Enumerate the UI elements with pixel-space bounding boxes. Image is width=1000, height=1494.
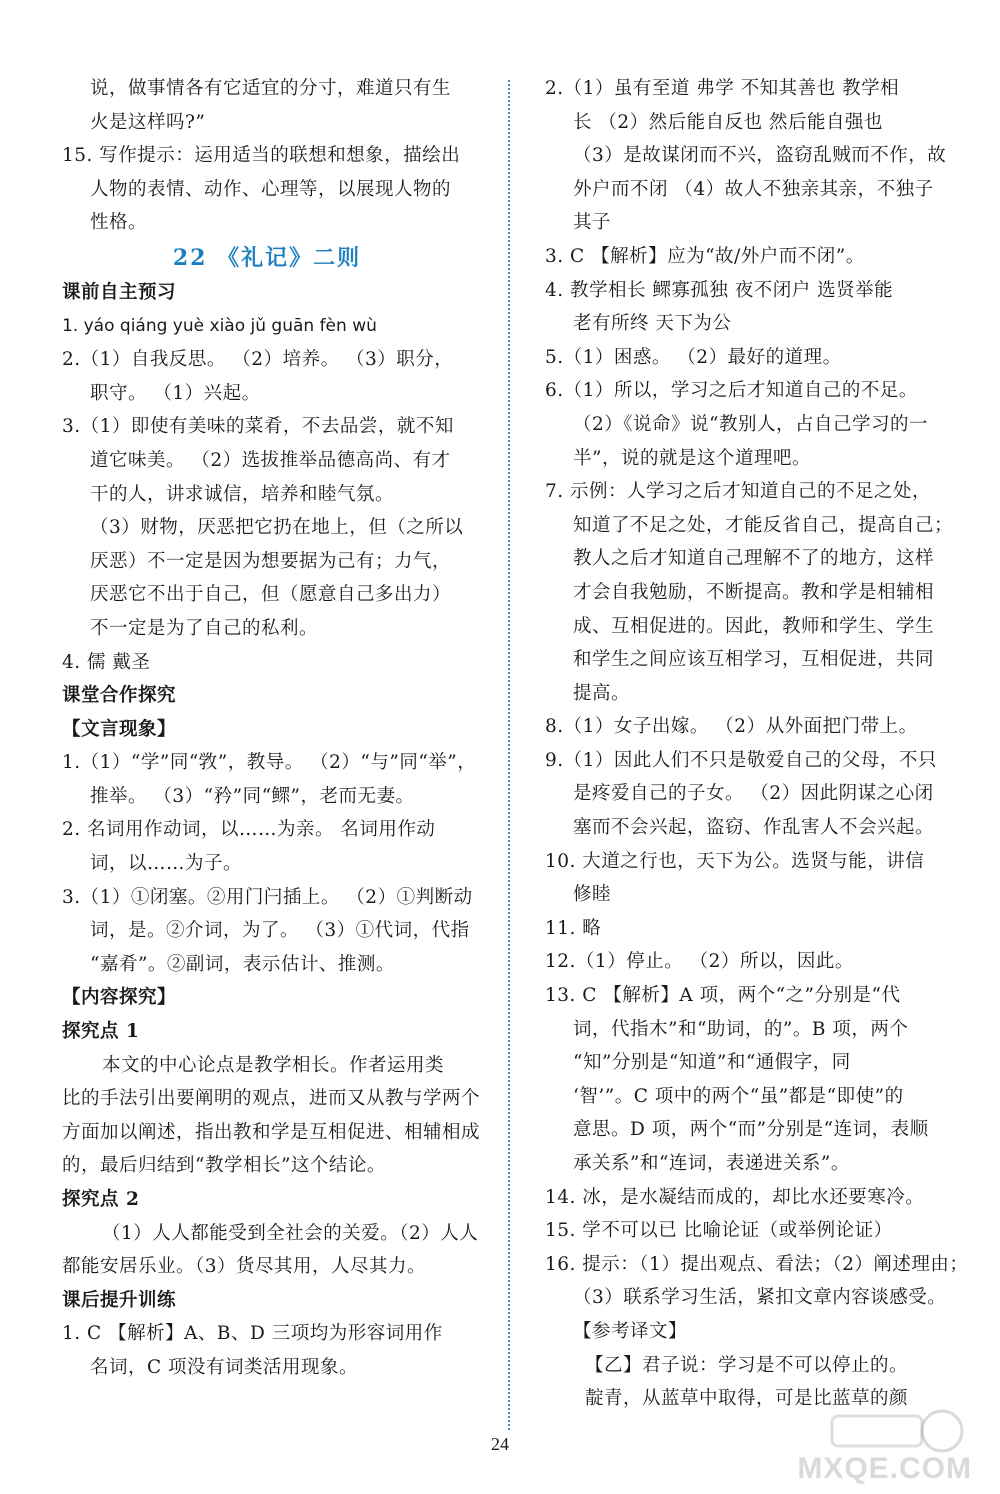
section-heading: 【内容探究】 xyxy=(62,987,177,1009)
right-column xyxy=(545,72,969,1416)
text-line: 其子 xyxy=(573,212,612,234)
text-line: 3.（1）即使有美味的菜肴，不去品尝，就不知 xyxy=(62,416,454,438)
text-line: （1）人人都能受到全社会的关爱。（2）人人 xyxy=(102,1222,479,1244)
column-divider xyxy=(508,80,510,1430)
text-line: 本文的中心论点是教学相长。作者运用类 xyxy=(102,1054,445,1076)
text-line: 2. 名词用作动词，以……为亲。 名词用作动 xyxy=(62,819,436,841)
section-heading: 【文言现象】 xyxy=(62,718,177,740)
text-line: 老有所终 天下为公 xyxy=(573,313,732,335)
text-line: ‘智’”。C 项中的两个“虽”都是“即使”的 xyxy=(573,1085,904,1107)
text-line: 名词，C 项没有词类活用现象。 xyxy=(90,1356,359,1378)
text-line: （3）财物，厌恶把它扔在地上，但（之所以 xyxy=(90,517,464,539)
text-line: 才会自我勉励，不断提高。教和学是相辅相 xyxy=(573,581,935,603)
text-line: 推举。 （3）“矜”同“鳏”，老而无妻。 xyxy=(90,785,415,807)
text-line: 外户而不闭 （4）故人不独亲其亲，不独子 xyxy=(573,178,934,200)
text-line: 提高。 xyxy=(573,682,631,704)
text-line: 干的人，讲求诚信，培养和睦气氛。 xyxy=(90,483,395,505)
text-line: 成、互相促进的。因此，教师和学生、学生 xyxy=(573,615,935,637)
text-line: （3）联系学习生活，紧扣文章内容谈感受。 xyxy=(573,1287,947,1309)
text-line: 16. 提示：（1）提出观点、看法；（2）阐述理由； xyxy=(545,1253,969,1275)
text-line: 意思。D 项，两个“而”分别是“连词，表顺 xyxy=(573,1119,929,1141)
text-line: 【乙】君子说：学习是不可以停止的。 xyxy=(585,1354,909,1376)
text-line: 词，是。②介词，为了。 （3）①代词，代指 xyxy=(90,920,470,942)
text-line: 道它味美。 （2）选拔推举品德高尚、有才 xyxy=(90,449,451,471)
text-line: 10. 大道之行也，天下为公。选贤与能，讲信 xyxy=(545,850,925,872)
text-line: 3.（1）①闭塞。②用门闩插上。 （2）①判断动 xyxy=(62,886,473,908)
text-line: 3. C 【解析】应为“故/外户而不闭”。 xyxy=(545,245,865,267)
section-title: 22 《礼记》二则 xyxy=(172,244,362,271)
text-line: 方面加以阐述，指出教和学是互相促进、相辅相成 xyxy=(62,1121,481,1143)
text-line: （3）是故谋闭而不兴，盗窃乱贼而不作，故 xyxy=(573,145,947,167)
text-line: 承关系”和“连词，表递进关系”。 xyxy=(573,1153,850,1174)
text-line: 塞而不会兴起，盗窃、作乱害人不会兴起。 xyxy=(573,817,935,839)
text-line: 厌恶它不出于自己，但（愿意自己多出力） xyxy=(90,584,452,606)
text-line: 的，最后归结到“教学相长”这个结论。 xyxy=(62,1155,386,1177)
text-line: 2.（1）虽有至道 弗学 不知其善也 教学相 xyxy=(545,78,900,99)
text-line: 职守。 （1）兴起。 xyxy=(90,382,261,404)
text-line: 7. 示例：人学习之后才知道自己的不足之处， xyxy=(545,481,932,503)
text-line: 不一定是为了自己的私利。 xyxy=(90,617,319,639)
text-line: “知”分别是“知道”和“通假字，同 xyxy=(573,1052,851,1074)
watermark-logo xyxy=(772,1406,972,1486)
text-line: 5.（1）困惑。 （2）最好的道理。 xyxy=(545,346,842,368)
text-line: 15. 写作提示：运用适当的联想和想象，描绘出 xyxy=(62,145,461,167)
text-line: 4. 教学相长 鳏寡孤独 夜不闭户 选贤举能 xyxy=(545,279,894,301)
left-column xyxy=(62,72,481,1385)
watermark-text: MXQE.COM xyxy=(797,1452,972,1485)
text-line: 12.（1）停止。 （2）所以，因此。 xyxy=(545,951,854,973)
text-line: 都能安居乐业。（3）货尽其用，人尽其力。 xyxy=(62,1256,427,1278)
watermark-emblem-icon xyxy=(772,1406,972,1456)
section-heading: 探究点 2 xyxy=(62,1189,140,1210)
text-line: 厌恶）不一定是因为想要据为己有；力气， xyxy=(90,550,452,572)
text-line: 8.（1）女子出嫁。 （2）从外面把门带上。 xyxy=(545,716,918,738)
text-line: 性格。 xyxy=(90,212,148,234)
text-line: 1. C 【解析】A、B、D 三项均为形容词用作 xyxy=(62,1323,443,1345)
text-line: 长 （2）然后能自反也 然后能自强也 xyxy=(573,111,884,133)
text-line: 2.（1）自我反思。 （2）培养。 （3）职分， xyxy=(62,349,454,371)
page-number: 24 xyxy=(491,1434,509,1454)
text-line: 修睦 xyxy=(573,884,612,906)
text-line: 说，做事情各有它适宜的分寸，难道只有生 xyxy=(90,78,452,99)
text-line: 人物的表情、动作、心理等，以展现人物的 xyxy=(90,178,452,200)
text-line: 和学生之间应该互相学习，互相促进，共同 xyxy=(573,649,935,671)
text-line: 4. 儒 戴圣 xyxy=(62,651,151,673)
section-heading: 探究点 1 xyxy=(62,1021,140,1043)
text-line: 词，代指木”和“助词，的”。B 项，两个 xyxy=(573,1018,909,1040)
text-line: （2）《说命》说“教别人，占自己学习的一 xyxy=(573,413,928,435)
text-line: 1. yáo qiáng yuè xiào jǔ guān fèn wù xyxy=(62,315,377,336)
text-line: 靛青，从蓝草中取得，可是比蓝草的颜 xyxy=(585,1388,909,1410)
text-line: 词，以……为子。 xyxy=(90,853,243,875)
text-line: 半”，说的就是这个道理吧。 xyxy=(573,447,811,469)
text-line: 15. 学不可以已 比喻论证（或举例论证） xyxy=(545,1220,893,1242)
text-line: 【参考译文】 xyxy=(573,1320,688,1342)
text-line: 6.（1）所以，学习之后才知道自己的不足。 xyxy=(545,380,918,402)
text-line: 火是这样吗?” xyxy=(90,111,206,133)
text-line: “嘉肴”。②副词，表示估计、推测。 xyxy=(90,953,395,975)
text-line: 11. 略 xyxy=(545,917,602,939)
text-line: 9.（1）因此人们不只是敬爱自己的父母，不只 xyxy=(545,749,937,771)
text-line: 教人之后才知道自己理解不了的地方，这样 xyxy=(573,548,935,570)
section-heading: 课堂合作探究 xyxy=(62,685,177,707)
section-heading: 课后提升训练 xyxy=(62,1289,177,1311)
text-line: 比的手法引出要阐明的观点，进而又从教与学两个 xyxy=(62,1088,481,1110)
text-line: 13. C 【解析】A 项，两个“之”分别是“代 xyxy=(545,985,901,1007)
text-line: 是疼爱自己的子女。 （2）因此阴谋之心闭 xyxy=(573,783,934,805)
text-line: 14. 冰，是水凝结而成的，却比水还要寒冷。 xyxy=(545,1186,925,1208)
text-line: 知道了不足之处，才能反省自己，提高自己； xyxy=(573,514,954,536)
section-heading: 课前自主预习 xyxy=(62,281,177,303)
text-line: 1.（1）“学”同“敩”，教导。 （2）“与”同“举”， xyxy=(62,752,477,774)
